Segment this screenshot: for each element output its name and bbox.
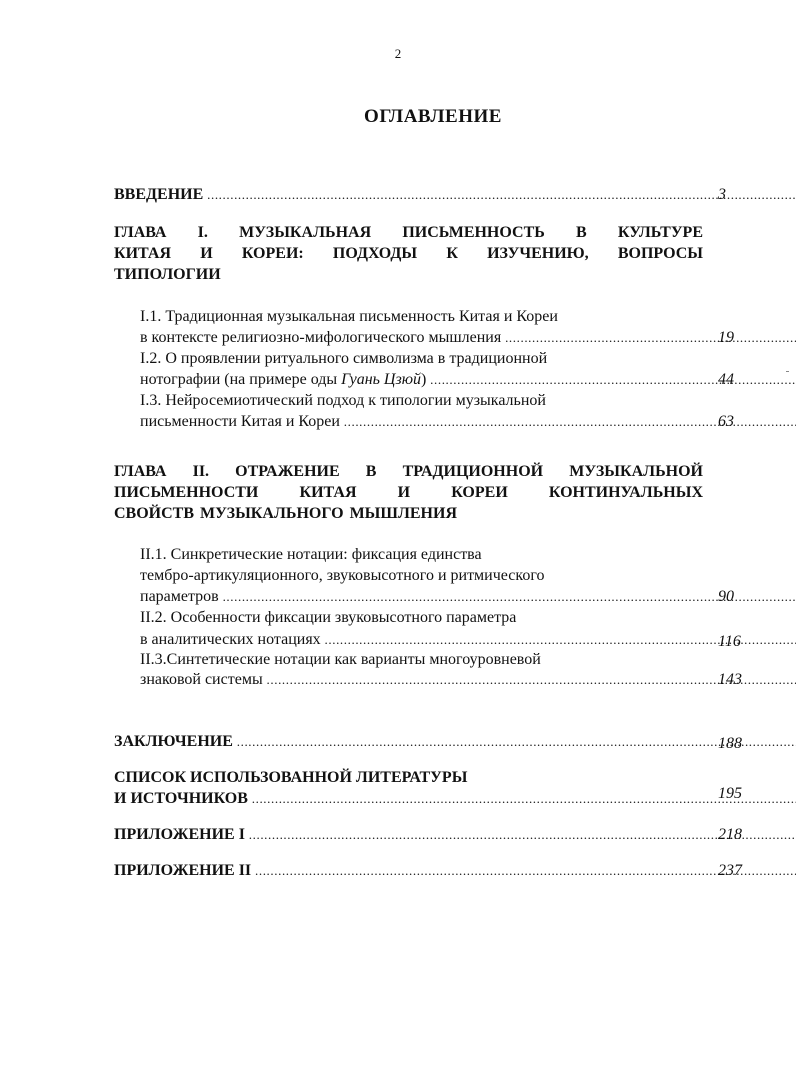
toc-page-appendix-2: 237 [718,862,742,879]
toc-entry-label: ПРИЛОЖЕНИЕ I ..... [114,824,796,845]
page-number: 2 [394,46,402,61]
toc-section-1-3-line[interactable]: I.3. Нейросемиотический подход к типологии музыкальной [140,392,546,409]
chapter-2-heading-line: ПИСЬМЕННОСТИ КИТАЯ И КОРЕИ КОНТИНУАЛЬНЫХ [114,484,703,501]
toc-section-text: нотографии (на примере оды [140,371,342,388]
toc-section-2-1-line[interactable]: II.1. Синкретические нотации: фиксация единства [140,546,482,563]
chapter-1-heading[interactable] [114,222,703,285]
toc-entry-label: И ИСТОЧНИКОВ ..... [114,788,796,809]
chapter-2-heading-line: СВОЙСТВ МУЗЫКАЛЬНОГО МЫШЛЕНИЯ [114,505,457,522]
chapter-2-heading[interactable] [114,461,703,524]
toc-entry-bibliography-line[interactable] [114,767,703,788]
toc-section-label: в аналитических нотациях ..... [140,629,796,650]
toc-entry-label: СПИСОК ИСПОЛЬЗОВАННОЙ ЛИТЕРАТУРЫ [114,769,468,786]
toc-page-2-1: 90 [718,588,734,605]
toc-page-1-2: 44 [718,371,734,388]
toc-section-1-1-line[interactable]: I.1. Традиционная музыкальная письменность Китая и Кореи [140,308,558,325]
toc-page-2-3: 143 [718,671,742,688]
toc-entry-label: ЗАКЛЮЧЕНИЕ ..... [114,731,796,752]
scan-speck [786,371,789,372]
toc-entry-label: ПРИЛОЖЕНИЕ II ..... [114,860,796,881]
toc-section-text: ) [420,371,427,388]
toc-section-label: параметров ..... [140,586,796,607]
chapter-1-heading-line: КИТАЯ И КОРЕИ: ПОДХОДЫ К ИЗУЧЕНИЮ, ВОПРОСЫ [114,245,703,262]
toc-page-bibliography: 195 [718,785,742,802]
toc-page-intro: 3 [718,186,726,203]
toc-page-1-1: 19 [718,329,734,346]
toc-section-italic-title: Гуань Цзюй [341,371,421,388]
toc-section-label [140,369,796,390]
toc-section-2-1-line[interactable]: тембро-артикуляционного, звуковысотного и ритмического [140,567,545,584]
toc-section-2-3-line[interactable]: II.3.Синтетические нотации как варианты многоуровневой [140,651,541,668]
toc-section-label: письменности Китая и Кореи ..... [140,411,796,432]
toc-page-2-2: 116 [718,633,741,650]
toc-entry-label: ВВЕДЕНИЕ ..... [114,184,796,205]
toc-page-appendix-1: 218 [718,826,742,843]
toc-page-1-3: 63 [718,413,734,430]
chapter-1-heading-line: ТИПОЛОГИИ [114,266,221,283]
toc-section-label: знаковой системы ..... [140,669,796,690]
toc-section-1-2-line[interactable]: I.2. О проявлении ритуального символизма в традиционной [140,350,548,367]
chapter-2-heading-line: ГЛАВА II. ОТРАЖЕНИЕ В ТРАДИЦИОННОЙ МУЗЫКАЛЬНОЙ [114,463,703,480]
chapter-1-heading-line: ГЛАВА I. МУЗЫКАЛЬНАЯ ПИСЬМЕННОСТЬ В КУЛЬТУРЕ [114,224,703,241]
toc-section-label: в контексте религиозно-мифологического мышления ..... [140,327,796,348]
toc-section-2-2-line[interactable]: II.2. Особенности фиксации звуковысотного параметра [140,609,517,626]
page-title: ОГЛАВЛЕНИЕ [364,106,502,127]
toc-page-conclusion: 188 [718,735,742,752]
